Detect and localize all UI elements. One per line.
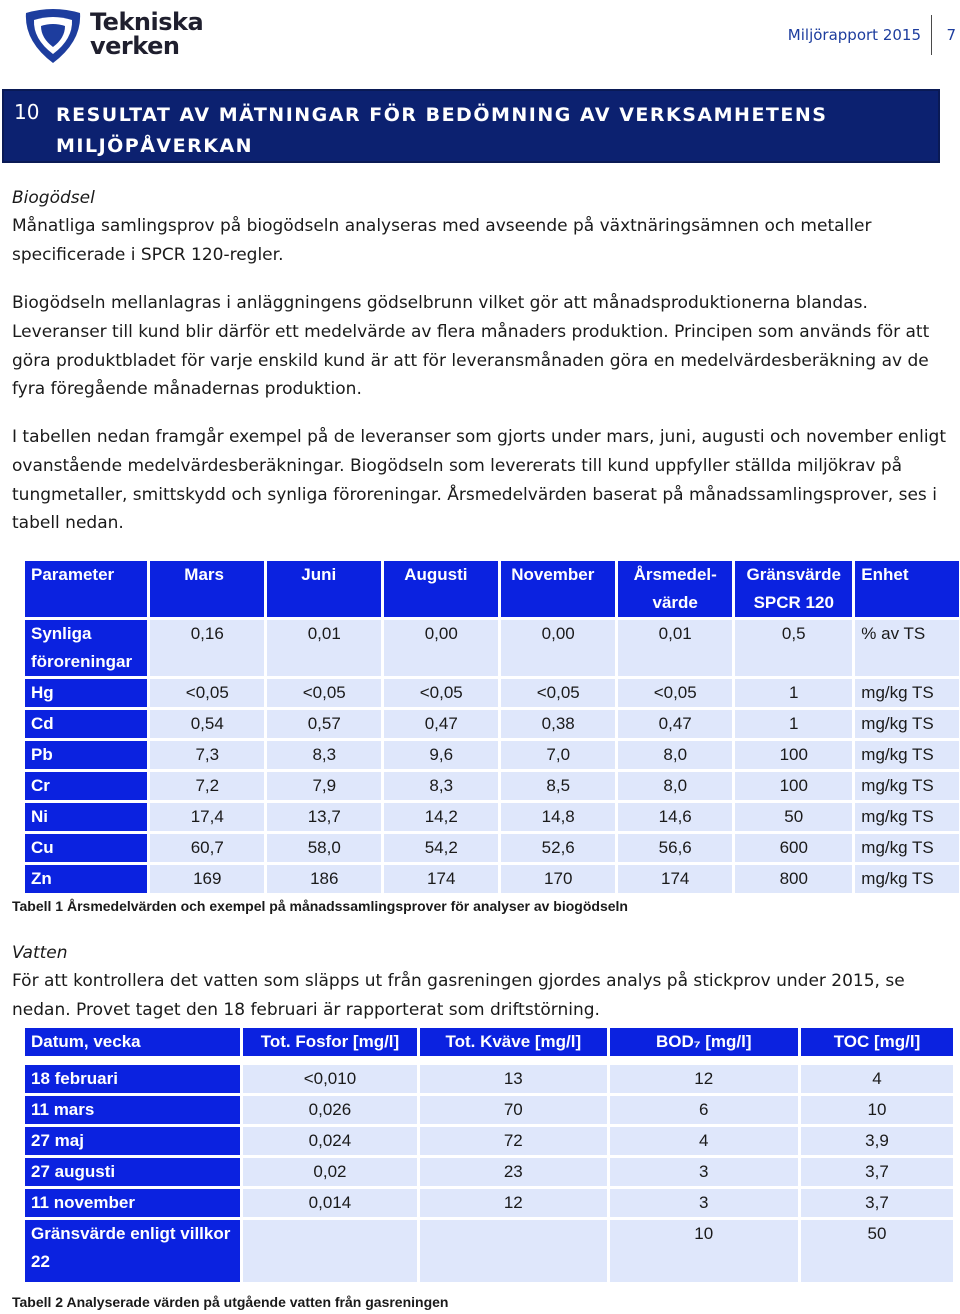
- table-cell: 14,8: [501, 803, 615, 831]
- table-row: [25, 1127, 953, 1155]
- section-number: 10: [14, 100, 40, 124]
- table-cell-unit: mg/kg TS: [855, 741, 959, 769]
- header-gransvarde: Gränsvärde SPCR 120: [735, 561, 852, 617]
- row-label: Pb: [25, 741, 147, 769]
- table-cell: 10: [801, 1096, 953, 1124]
- table-cell-unit: mg/kg TS: [855, 710, 959, 738]
- table-cell: 7,9: [267, 772, 381, 800]
- table-cell: 0,01: [267, 620, 381, 676]
- table-cell-unit: mg/kg TS: [855, 772, 959, 800]
- biogodsel-table: [22, 558, 960, 896]
- header-juni: Juni: [267, 561, 381, 617]
- table-cell: 52,6: [501, 834, 615, 862]
- section-title: RESULTAT AV MÄTNINGAR FÖR BEDÖMNING AV VERKSAMHETENS MILJÖPÅVERKAN: [56, 104, 828, 157]
- table-cell: 4: [610, 1127, 798, 1155]
- header-bod7: BOD₇ [mg/l]: [610, 1028, 798, 1056]
- table-cell: 170: [501, 865, 615, 893]
- table-cell: 174: [618, 865, 732, 893]
- table-cell: 0,024: [243, 1127, 417, 1155]
- table-cell: 56,6: [618, 834, 732, 862]
- table-row: [25, 710, 959, 738]
- row-label: 11 november: [25, 1189, 240, 1217]
- logo-line-2: verken: [90, 32, 180, 60]
- table-cell: 0,47: [618, 710, 732, 738]
- header-augusti: Augusti: [384, 561, 498, 617]
- table-cell: <0,010: [243, 1065, 417, 1093]
- table-cell: 0,00: [501, 620, 615, 676]
- table-row: [25, 772, 959, 800]
- table-cell: 12: [610, 1065, 798, 1093]
- row-label: 27 maj: [25, 1127, 240, 1155]
- table-cell: 6: [610, 1096, 798, 1124]
- table-cell: 0,54: [150, 710, 264, 738]
- row-label: Hg: [25, 679, 147, 707]
- biogodsel-paragraph-3: I tabellen nedan framgår exempel på de leveranser som gjorts under mars, juni, augusti och november enligt ovanstående medelvärdesberäkningar. Biogödseln som levererats till kund uppfyller ställda miljökrav på tungmetaller, smittskydd och synliga föroreningar. Årsmedelvärden baserat på månadssamlingsprover, ses i tabell nedan.: [12, 427, 947, 534]
- table-row: [25, 679, 959, 707]
- row-label: Zn: [25, 865, 147, 893]
- table-cell: 14,6: [618, 803, 732, 831]
- table-cell: 8,5: [501, 772, 615, 800]
- table-cell: 3,9: [801, 1127, 953, 1155]
- table-cell-unit: mg/kg TS: [855, 679, 959, 707]
- row-label: Ni: [25, 803, 147, 831]
- table-row: [25, 1220, 953, 1282]
- table-cell: 1: [735, 679, 852, 707]
- biogodsel-paragraph-1: Månatliga samlingsprov på biogödseln analyseras med avseende på växtnäringsämnen och metaller specificerade i SPCR 120-regler.: [12, 216, 872, 265]
- table-cell: 0,014: [243, 1189, 417, 1217]
- table-cell: 7,0: [501, 741, 615, 769]
- row-label: Cd: [25, 710, 147, 738]
- table-cell: 3: [610, 1158, 798, 1186]
- header-enhet: Enhet: [855, 561, 959, 617]
- table-cell: 13,7: [267, 803, 381, 831]
- biogodsel-heading: Biogödsel: [12, 188, 95, 208]
- table-cell: 7,2: [150, 772, 264, 800]
- table-cell: 12: [420, 1189, 606, 1217]
- table-cell: 70: [420, 1096, 606, 1124]
- table-cell: 9,6: [384, 741, 498, 769]
- table-cell: [243, 1220, 417, 1282]
- table-cell: 0,026: [243, 1096, 417, 1124]
- table-cell: 54,2: [384, 834, 498, 862]
- table2-caption: Tabell 2 Analyserade värden på utgående vatten från gasreningen: [12, 1294, 449, 1310]
- table-cell: 8,0: [618, 772, 732, 800]
- table-cell: 0,01: [618, 620, 732, 676]
- tekniska-verken-logo-icon: [22, 7, 84, 65]
- table-cell: 8,0: [618, 741, 732, 769]
- table-cell: 14,2: [384, 803, 498, 831]
- table-cell: 4: [801, 1065, 953, 1093]
- table-cell: <0,05: [150, 679, 264, 707]
- table-cell: <0,05: [267, 679, 381, 707]
- table-cell: 1: [735, 710, 852, 738]
- table-cell: 7,3: [150, 741, 264, 769]
- table-cell: 60,7: [150, 834, 264, 862]
- table-row: [25, 803, 959, 831]
- table-cell: 23: [420, 1158, 606, 1186]
- table-row: [25, 1189, 953, 1217]
- table-cell: 0,00: [384, 620, 498, 676]
- table-cell: 0,02: [243, 1158, 417, 1186]
- logo-wordmark: [90, 10, 203, 58]
- table-row: [25, 1065, 953, 1093]
- table-cell: 17,4: [150, 803, 264, 831]
- table-cell: 186: [267, 865, 381, 893]
- row-label: 27 augusti: [25, 1158, 240, 1186]
- table-cell: [420, 1220, 606, 1282]
- row-label: Gränsvärde enligt villkor 22: [25, 1220, 240, 1282]
- table-cell: 169: [150, 865, 264, 893]
- vatten-heading: Vatten: [12, 943, 68, 963]
- report-name: Miljörapport 2015: [787, 26, 921, 44]
- table-cell: 3: [610, 1189, 798, 1217]
- table-row: [25, 1096, 953, 1124]
- table-cell: 600: [735, 834, 852, 862]
- table-header-row: [25, 561, 959, 617]
- table-cell: <0,05: [384, 679, 498, 707]
- table-cell: <0,05: [501, 679, 615, 707]
- table-cell-unit: mg/kg TS: [855, 803, 959, 831]
- table-cell-unit: mg/kg TS: [855, 834, 959, 862]
- header-toc: TOC [mg/l]: [801, 1028, 953, 1056]
- table-row: [25, 741, 959, 769]
- table-cell: 0,5: [735, 620, 852, 676]
- header-parameter: Parameter: [25, 561, 147, 617]
- table-row: [25, 620, 959, 676]
- table-cell: 58,0: [267, 834, 381, 862]
- logo-line-1: Tekniska: [90, 8, 204, 36]
- table-cell: 72: [420, 1127, 606, 1155]
- table-row: [25, 865, 959, 893]
- table-cell: <0,05: [618, 679, 732, 707]
- row-label: 18 februari: [25, 1065, 240, 1093]
- table-row: [25, 1158, 953, 1186]
- table-cell: 3,7: [801, 1189, 953, 1217]
- header-tot-kvave: Tot. Kväve [mg/l]: [420, 1028, 606, 1056]
- vatten-paragraph-1: För att kontrollera det vatten som släpps ut från gasreningen gjordes analys på stickprov under 2015, se nedan. Provet taget den 18 februari är rapporterat som driftstörning.: [12, 971, 905, 1020]
- table1-caption: Tabell 1 Årsmedelvärden och exempel på månadssamlingsprover för analyser av biogödseln: [12, 898, 628, 914]
- table-cell: 13: [420, 1065, 606, 1093]
- table-cell: 8,3: [384, 772, 498, 800]
- section-heading: [2, 89, 940, 163]
- table-cell: 0,38: [501, 710, 615, 738]
- header-mars: Mars: [150, 561, 264, 617]
- table-cell-unit: % av TS: [855, 620, 959, 676]
- table-header-row: [25, 1028, 953, 1056]
- table-cell: 10: [610, 1220, 798, 1282]
- header-november: November: [501, 561, 615, 617]
- table-cell: 100: [735, 772, 852, 800]
- table-row: [25, 834, 959, 862]
- page-header: [0, 0, 960, 86]
- table-cell: 174: [384, 865, 498, 893]
- vatten-table: [22, 1025, 956, 1285]
- page-meta: [788, 18, 960, 52]
- row-label: Synliga föroreningar: [25, 620, 147, 676]
- row-label: Cr: [25, 772, 147, 800]
- table-cell-unit: mg/kg TS: [855, 865, 959, 893]
- table-cell: 0,16: [150, 620, 264, 676]
- table-cell: 100: [735, 741, 852, 769]
- table-cell: 50: [801, 1220, 953, 1282]
- table-cell: 3,7: [801, 1158, 953, 1186]
- table-cell: 0,47: [384, 710, 498, 738]
- header-arsmedelvarde: Årsmedel-värde: [618, 561, 732, 617]
- page-number: 7: [946, 26, 956, 44]
- biogodsel-paragraph-2: Biogödseln mellanlagras i anläggningens gödselbrunn vilket gör att månadsproduktionerna blandas. Leveranser till kund blir därför ett medelvärde av flera månaders produktion. Principen som används för att göra produktbladet för varje enskild kund är att för leveransmånaden göra en medelvärdesberäkning av de fyra föregående månadernas produktion.: [12, 293, 930, 400]
- header-datum: Datum, vecka: [25, 1028, 240, 1056]
- table-cell: 8,3: [267, 741, 381, 769]
- row-label: 11 mars: [25, 1096, 240, 1124]
- table-cell: 800: [735, 865, 852, 893]
- table-cell: 50: [735, 803, 852, 831]
- table-cell: 0,57: [267, 710, 381, 738]
- header-tot-fosfor: Tot. Fosfor [mg/l]: [243, 1028, 417, 1056]
- row-label: Cu: [25, 834, 147, 862]
